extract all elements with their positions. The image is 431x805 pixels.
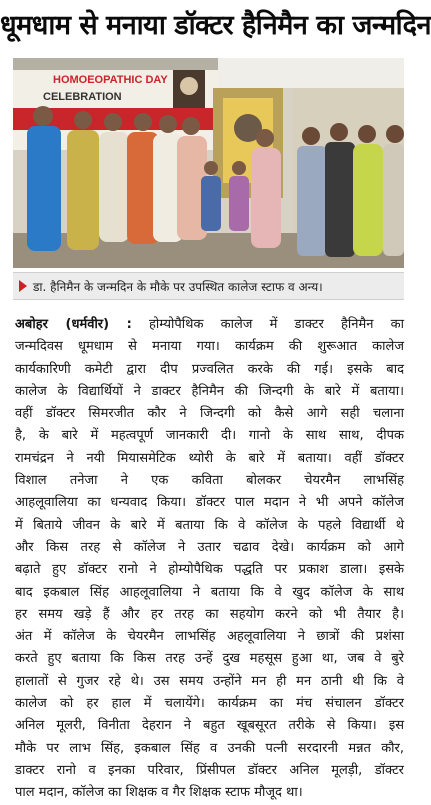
event-photo [13,58,404,268]
banner-line-1: HOMOEOPATHIC DAY [53,74,168,86]
article-line: अंत में कॉलेज के चेयरमैन लाभसिंह अहलूवालिया ने छात्रों की प्रशंसा [15,629,404,645]
article-line: डाक्टर रानो व इनका परिवार, प्रिंसीपल डॉक्टर अनिल मूलड़ी, डॉक्टर [15,762,404,778]
article-line: अनिल मूलरी, विनीता देहरान ने बहुत खूबसूरत तरीके से किया। इस [15,718,404,734]
headline: धूमधाम से मनाया डॉक्टर हैनिमैन का जन्मदिन [0,10,431,41]
article-line: कालेज के विद्यार्थियों ने डाक्टर हैनिमैन की जिन्दगी के बारे में बताया। [15,383,404,399]
article-line: बढ़ाते हुए डॉक्टर रानो ने होम्योपैथिक पद्धति पर प्रकाश डाला। इसके [15,562,404,578]
article-line: कार्यकारिणी कमेटी द्वारा दीप प्रज्वलित करके की गई। इसके बाद [15,361,404,377]
dateline: अबोहर (धर्मवीर) : [15,317,132,332]
article-line: अबोहर (धर्मवीर) : होम्योपैथिक कालेज में डाक्टर हैनिमैन का [15,317,404,332]
article-line: मौके पर लाभ सिंह, इकबाल सिंह व उनकी पत्नी सरदारनी मन्नत कौर, [15,740,404,756]
event-photo-illustration [13,58,404,268]
caption-text: डा. हैनिमैन के जन्मदिन के मौके पर उपस्थित कालेज स्टाफ व अन्य। [33,279,323,294]
article-line: कालेज को हर हाल में चलायेंगे। कार्यक्रम का मंच संचालन डॉक्टर [15,696,404,712]
article-line: विशाल तनेजा ने एक कविता बोलकर चेयरमैन लाभसिंह [15,473,404,489]
article-line: करते हुए बताया कि किस तरह उन्हें दुख महसूस हुआ था, जब वे बुरे [15,651,404,667]
article-line: आहलूवालिया का धन्यवाद किया। डॉक्टर पाल मदान ने भी अपने कॉलेज [15,495,404,511]
caption-bullet-icon [19,280,27,292]
article-line: वहीं डॉक्टर सिमरजीत कौर ने जिन्दगी को कैसे आगे सही चलाना [15,406,404,422]
article-line: हालातों से गुजर रहे थे। उस समय उन्होंने मन ही मन ठानी थी कि वे [15,673,404,689]
article-line: बाद इकबाल सिंह आहलूवालिया ने बताया कि वे खुद कॉलेज के साथ [15,584,404,600]
article-line: रामचंद्रन ने नयी मियासमेटिक थ्योरी के बारे में बताया। वहीं डॉक्टर [15,450,404,466]
article-line: जन्मदिवस धूमधाम से मनाया गया। कार्यक्रम की शुरूआत कालेज [15,339,404,355]
article-body [15,314,404,801]
banner-line-2: CELEBRATION [43,91,122,103]
article-line: हर समय खड़े हैं और हर तरह का सहयोग करने को भी तैयार है। [15,606,404,622]
article-line: पाल मदान, कॉलेज का शिक्षक व गैर शिक्षक स्टाफ मौजूद था। [15,785,303,801]
article-line: में बिताये जीवन के बारे में बताया कि वे कॉलेज के पहले विद्यार्थी थे [15,517,404,533]
article-line: और किस तरह से कॉलेज ने उतार चढाव देखे। कार्यक्रम को आगे [15,539,404,555]
photo-caption [13,272,404,300]
article-line: है, के बारे में महत्वपूर्ण जानकारी दी। गानो के साथ साथ, दीपक [15,428,404,444]
